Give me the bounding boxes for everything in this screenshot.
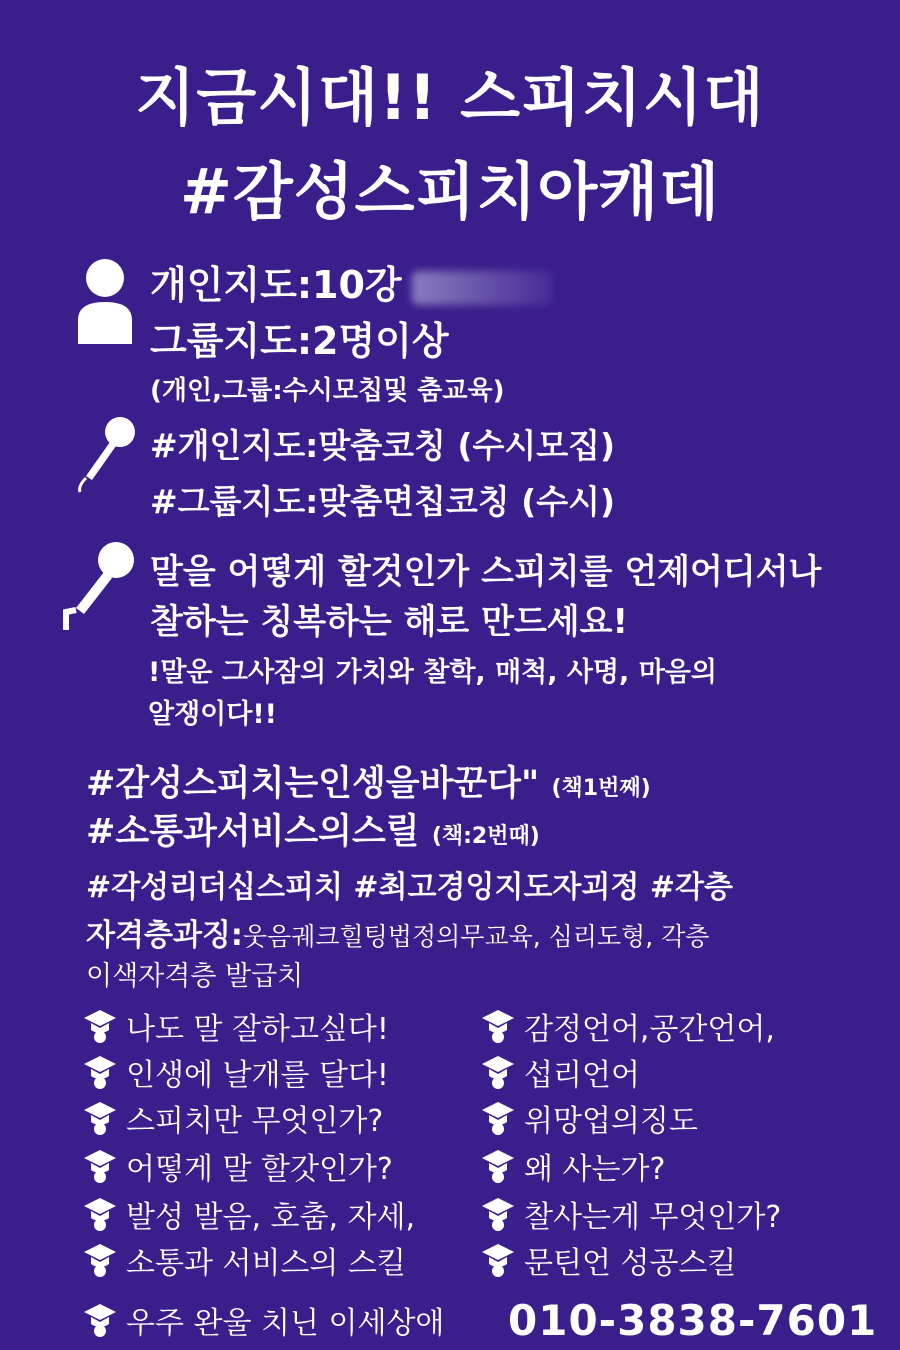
graduation-cap-icon	[480, 1006, 516, 1046]
person-icon	[76, 258, 134, 346]
graduation-cap-icon	[480, 1146, 516, 1186]
list-item-text: 감정언어,공간언어,	[524, 1012, 775, 1047]
list-item-text: 어떻게 말 할갓인가?	[126, 1152, 393, 1187]
list-item	[480, 1238, 736, 1282]
list-item	[480, 1004, 775, 1048]
message-line-1: 말을 어떻게 할것인가 스피치를 언제어디서나	[150, 552, 822, 592]
list-item	[480, 1144, 665, 1188]
list-item	[480, 1192, 781, 1236]
list-item	[82, 1238, 406, 1282]
graduation-cap-icon	[82, 1052, 118, 1092]
book-2-title: #소통과서비스의스릴	[86, 812, 420, 852]
graduation-cap-icon	[82, 1098, 118, 1138]
courses-line-2	[86, 910, 709, 954]
personal-hashtag: #개인지도:맞춤코칭 (수시모집)	[150, 426, 616, 465]
title-line-1: 지금시대!! 스피치시대	[135, 61, 765, 134]
courses-line-1: #각성리더십스피치 #최고경잉지도자괴정 #각층	[86, 870, 733, 905]
book-1	[86, 756, 651, 806]
list-item-text: 찰사는게 무엇인가?	[524, 1200, 782, 1235]
courses-line-3: 이색자격층 발급치	[86, 961, 304, 992]
message-line-4: 알쟁이다!!	[148, 699, 277, 730]
courses-label: 자격층과징:	[86, 918, 243, 953]
list-item	[82, 1298, 444, 1342]
list-item	[480, 1096, 698, 1140]
personal-coaching-text: 개인지도:10강	[150, 263, 402, 307]
book-2	[86, 804, 540, 854]
list-item	[82, 1050, 389, 1094]
graduation-cap-icon	[82, 1240, 118, 1280]
list-item-text: 인생에 날개를 달다!	[126, 1058, 389, 1093]
list-item	[480, 1050, 640, 1094]
graduation-cap-icon	[82, 1300, 118, 1340]
book-1-title: #감성스피치는인셍을바꾼다"	[86, 764, 540, 804]
personal-coaching	[150, 254, 552, 309]
graduation-cap-icon	[480, 1052, 516, 1092]
list-item-text: 문틴언 성공스킬	[524, 1246, 737, 1281]
graduation-cap-icon	[82, 1006, 118, 1046]
list-item	[82, 1096, 383, 1140]
list-item-text: 섭리언어	[524, 1058, 640, 1093]
book-2-note: (책:2번때)	[431, 824, 540, 849]
list-item-text: 위망업의징도	[524, 1104, 698, 1139]
group-hashtag: #그룹지도:맞춤면칩코칭 (수시)	[150, 482, 616, 521]
list-item-text: 우주 완울 치닌 이세상애	[126, 1306, 445, 1341]
graduation-cap-icon	[480, 1194, 516, 1234]
message-line-2: 찰하는 칭복하는 해로 만드세요!	[150, 602, 628, 642]
title-line-2: #감성스피치아캐데	[179, 155, 721, 228]
list-item-text: 나도 말 잘하고싶다!	[126, 1012, 389, 1047]
list-item-text: 스피치만 무엇인가?	[126, 1104, 384, 1139]
graduation-cap-icon	[480, 1098, 516, 1138]
list-item	[82, 1004, 389, 1048]
list-item-text: 발성 발음, 호춤, 자세,	[126, 1200, 416, 1235]
book-1-note: (책1번째)	[551, 776, 651, 801]
courses-detail: 웃음궤크힐팅법정의무교육, 심리도형, 각층	[242, 922, 710, 951]
group-coaching: 그룹지도:2명이상	[150, 319, 449, 363]
microphone-icon	[72, 414, 138, 494]
phone-number[interactable]: 010-3838-7601	[508, 1296, 878, 1345]
list-item-text: 소통과 서비스의 스킬	[126, 1246, 406, 1281]
message-line-3: !말운 그사잠의 가치와 찰학, 매척, 사명, 마음의	[148, 657, 717, 688]
graduation-cap-icon	[82, 1146, 118, 1186]
blurred-text	[412, 271, 552, 305]
list-item	[82, 1144, 393, 1188]
coaching-note: (개인,그룹:수시모칩및 춤교육)	[150, 376, 505, 406]
list-item	[82, 1192, 415, 1236]
graduation-cap-icon	[480, 1240, 516, 1280]
list-item-text: 왜 사는가?	[524, 1152, 666, 1187]
graduation-cap-icon	[82, 1194, 118, 1234]
microphone-icon	[62, 540, 138, 632]
